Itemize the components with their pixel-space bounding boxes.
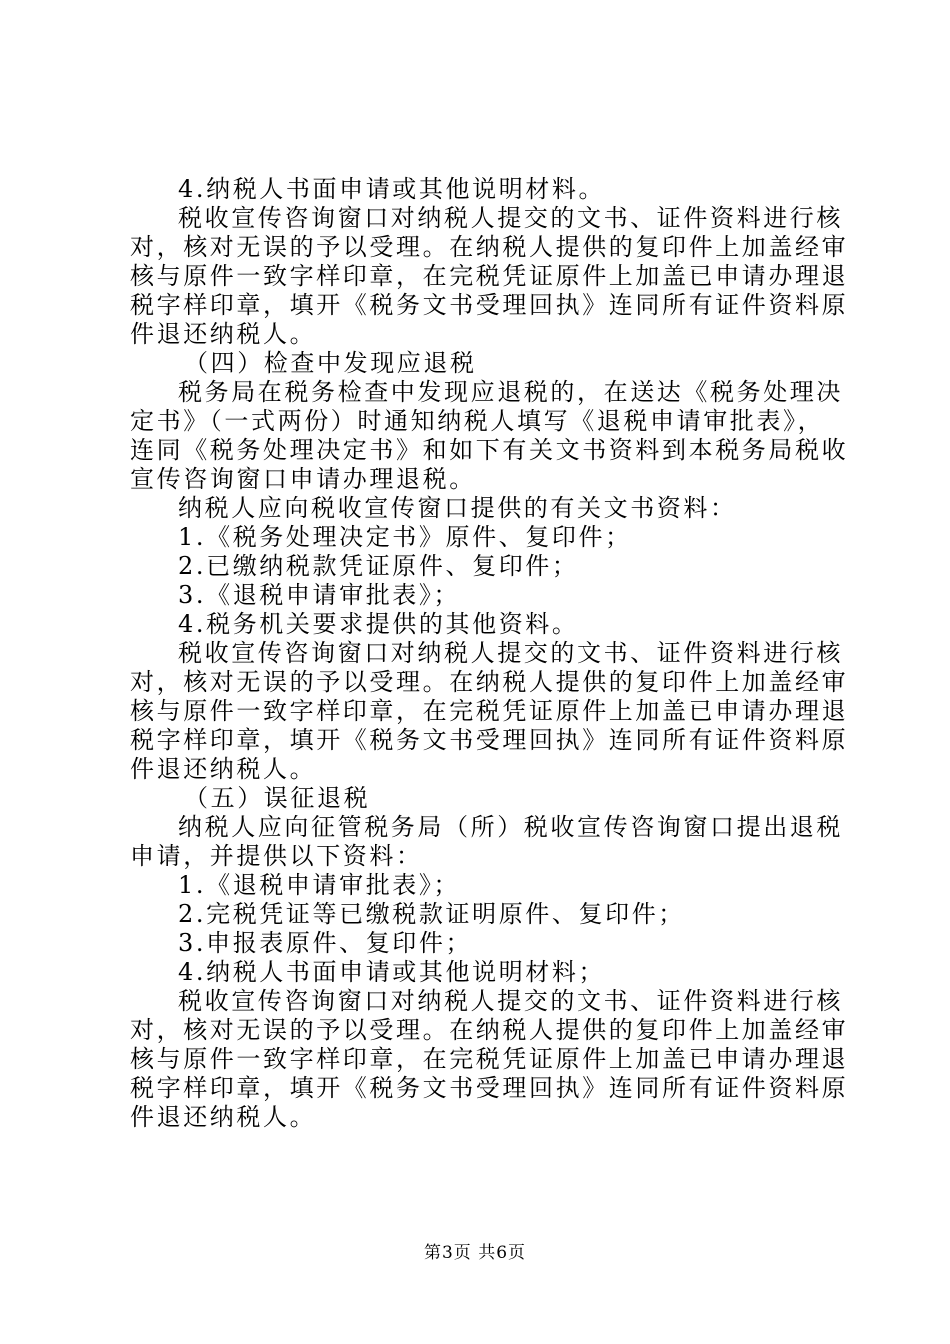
text-line: 税字样印章，填开《税务文书受理回执》连同所有证件资料原 — [130, 726, 849, 754]
text-line: 税务局在税务检查中发现应退税的，在送达《税务处理决 — [178, 378, 843, 406]
page-number-label: 第3页 共6页 — [423, 1243, 527, 1263]
text-line: 对，核对无误的予以受理。在纳税人提供的复印件上加盖经审 — [130, 1016, 849, 1044]
text-line: 1.《税务处理决定书》原件、复印件； — [178, 523, 632, 551]
text-line: 件退还纳税人。 — [130, 755, 317, 783]
text-line: 件退还纳税人。 — [130, 1103, 317, 1131]
text-line: 4.纳税人书面申请或其他说明材料。 — [178, 175, 606, 203]
text-line: 核与原件一致字样印章，在完税凭证原件上加盖已申请办理退 — [130, 1045, 849, 1073]
text-line: 纳税人应向征管税务局（所）税收宣传咨询窗口提出退税 — [178, 813, 843, 841]
text-line: 核与原件一致字样印章，在完税凭证原件上加盖已申请办理退 — [130, 697, 849, 725]
text-line: 对，核对无误的予以受理。在纳税人提供的复印件上加盖经审 — [130, 668, 849, 696]
text-line: 宣传咨询窗口申请办理退税。 — [130, 465, 476, 493]
text-line: 3.《退税申请审批表》； — [178, 581, 461, 609]
text-line: 定书》（一式两份）时通知纳税人填写《退税申请审批表》， — [130, 407, 825, 435]
text-line: 2.已缴纳税款凭证原件、复印件； — [178, 552, 579, 580]
text-line: 连同《税务处理决定书》和如下有关文书资料到本税务局税收 — [130, 436, 849, 464]
text-line: 2.完税凭证等已缴税款证明原件、复印件； — [178, 900, 685, 928]
page-footer — [0, 1243, 950, 1263]
text-line: 税收宣传咨询窗口对纳税人提交的文书、证件资料进行核 — [178, 639, 843, 667]
text-line: 税收宣传咨询窗口对纳税人提交的文书、证件资料进行核 — [178, 204, 843, 232]
text-line: 对，核对无误的予以受理。在纳税人提供的复印件上加盖经审 — [130, 233, 849, 261]
text-line: 税字样印章，填开《税务文书受理回执》连同所有证件资料原 — [130, 291, 849, 319]
text-line: 税收宣传咨询窗口对纳税人提交的文书、证件资料进行核 — [178, 987, 843, 1015]
text-line: 件退还纳税人。 — [130, 320, 317, 348]
text-line: 1.《退税申请审批表》； — [178, 871, 461, 899]
text-line: 申请，并提供以下资料： — [130, 842, 423, 870]
text-line: 3.申报表原件、复印件； — [178, 929, 473, 957]
text-line: （五）误征退税 — [184, 784, 371, 812]
document-body — [130, 175, 849, 1132]
text-line: 纳税人应向税收宣传窗口提供的有关文书资料： — [178, 494, 737, 522]
text-line: 4.税务机关要求提供的其他资料。 — [178, 610, 579, 638]
text-line: 4.纳税人书面申请或其他说明材料； — [178, 958, 606, 986]
text-line: 核与原件一致字样印章，在完税凭证原件上加盖已申请办理退 — [130, 262, 849, 290]
text-line: （四）检查中发现应退税 — [184, 349, 477, 377]
text-line: 税字样印章，填开《税务文书受理回执》连同所有证件资料原 — [130, 1074, 849, 1102]
